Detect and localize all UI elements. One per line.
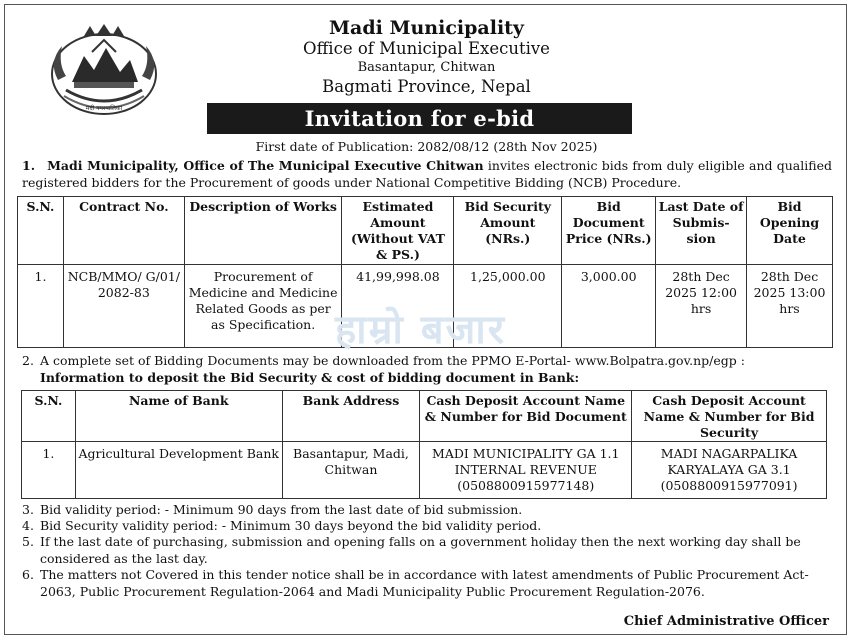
watermark-text: हाम्रो बजार [335,307,507,353]
col-header: Bank Address [282,391,420,442]
note-text: If the last date of purchasing, submission and opening falls on a government holiday then the next working day shall be considered as the last day. [40,534,801,566]
emblem-text: मदी नगरपालिका [85,105,123,112]
note-text: Bid Security validity period: - Minimum 30 days beyond the bid validity period. [40,518,542,533]
province-line: Bagmati Province, Nepal [322,77,531,96]
cell-description: Procurement of Medicine and Medicine Related Goods as per as Specification. [184,265,342,348]
note-number: 3. [22,502,34,517]
cell-contract-no: NCB/MMO/ G/01/ 2082-83 [63,265,184,348]
notice-title: Invitation for e-bid [207,103,632,134]
col-header: S.N. [22,391,76,442]
col-header: Description of Works [184,197,342,265]
intro-number: 1. [22,158,36,173]
cell-bid-security: 1,25,000.00 [454,265,562,348]
cell-security-account: MADI NAGARPALIKA KARYALAYA GA 3.1 (0508800915977091) [632,442,827,499]
cell-bank-name: Agricultural Development Bank [75,442,282,499]
cell-estimated-amount: 41,99,998.08 [342,265,454,348]
col-header: Bid Opening Date [747,197,833,265]
note-2 [22,353,828,386]
table-header-row [18,197,833,265]
note-text: A complete set of Bidding Documents may be downloaded from the PPMO E-Portal- www.Bolpatra.gov.np/egp : [40,353,745,368]
note-text: The matters not Covered in this tender notice shall be in accordance with latest amendments of Public Procurement Act-2063, Public Procurement Regulation-2064 and Madi Municipality Public Procurement Regulation-2076. [40,567,809,599]
note-6 [22,567,828,600]
intro-lead: Madi Municipality, Office of The Municipal Executive Chitwan [47,158,484,173]
note-number: 6. [22,567,34,582]
cell-sn: 1. [18,265,64,348]
bank-info-heading: Information to deposit the Bid Security & cost of bidding document in Bank: [40,369,580,385]
bank-table [21,390,827,499]
table-row [18,265,833,348]
col-header: Last Date of Submis-sion [656,197,747,265]
note-4 [22,518,828,535]
table-row [22,442,827,499]
cell-bank-address: Basantapur, Madi, Chitwan [282,442,420,499]
col-header: S.N. [18,197,64,265]
cell-sn: 1. [22,442,76,499]
col-header: Cash Deposit Account Name & Number for Bid Document [420,391,632,442]
signatory-title: Chief Administrative Officer [623,614,829,629]
table-header-row [22,391,827,442]
note-number: 4. [22,518,34,533]
col-header: Bid Security Amount (NRs.) [454,197,562,265]
municipality-name: Madi Municipality [329,17,524,39]
cell-last-date: 28th Dec 2025 12:00 hrs [656,265,747,348]
col-header: Name of Bank [75,391,282,442]
col-header: Estimated Amount (Without VAT & PS.) [342,197,454,265]
cell-opening-date: 28th Dec 2025 13:00 hrs [747,265,833,348]
intro-paragraph [22,157,832,191]
col-header: Cash Deposit Account Name & Number for Bid Security [632,391,827,442]
office-address: Basantapur, Chitwan [357,60,496,75]
note-number: 5. [22,534,34,549]
col-header: Contract No. [63,197,184,265]
publication-date: First date of Publication: 2082/08/12 (28th Nov 2025) [255,139,598,154]
note-3 [22,502,828,519]
cell-document-price: 3,000.00 [562,265,656,348]
note-5 [22,534,828,567]
col-header: Bid Document Price (NRs.) [562,197,656,265]
intro-text: invites electronic bids from duly eligible and qualified registered bidders for the Procurement of goods under National Competitive Bidding (NCB) Procedure. [22,158,832,190]
cell-document-account: MADI MUNICIPALITY GA 1.1 INTERNAL REVENUE (0508800915977148) [420,442,632,499]
contract-table [17,196,833,348]
note-number: 2. [22,353,34,368]
office-name: Office of Municipal Executive [303,39,550,58]
note-text: Bid validity period: - Minimum 90 days from the last date of bid submission. [40,502,523,517]
